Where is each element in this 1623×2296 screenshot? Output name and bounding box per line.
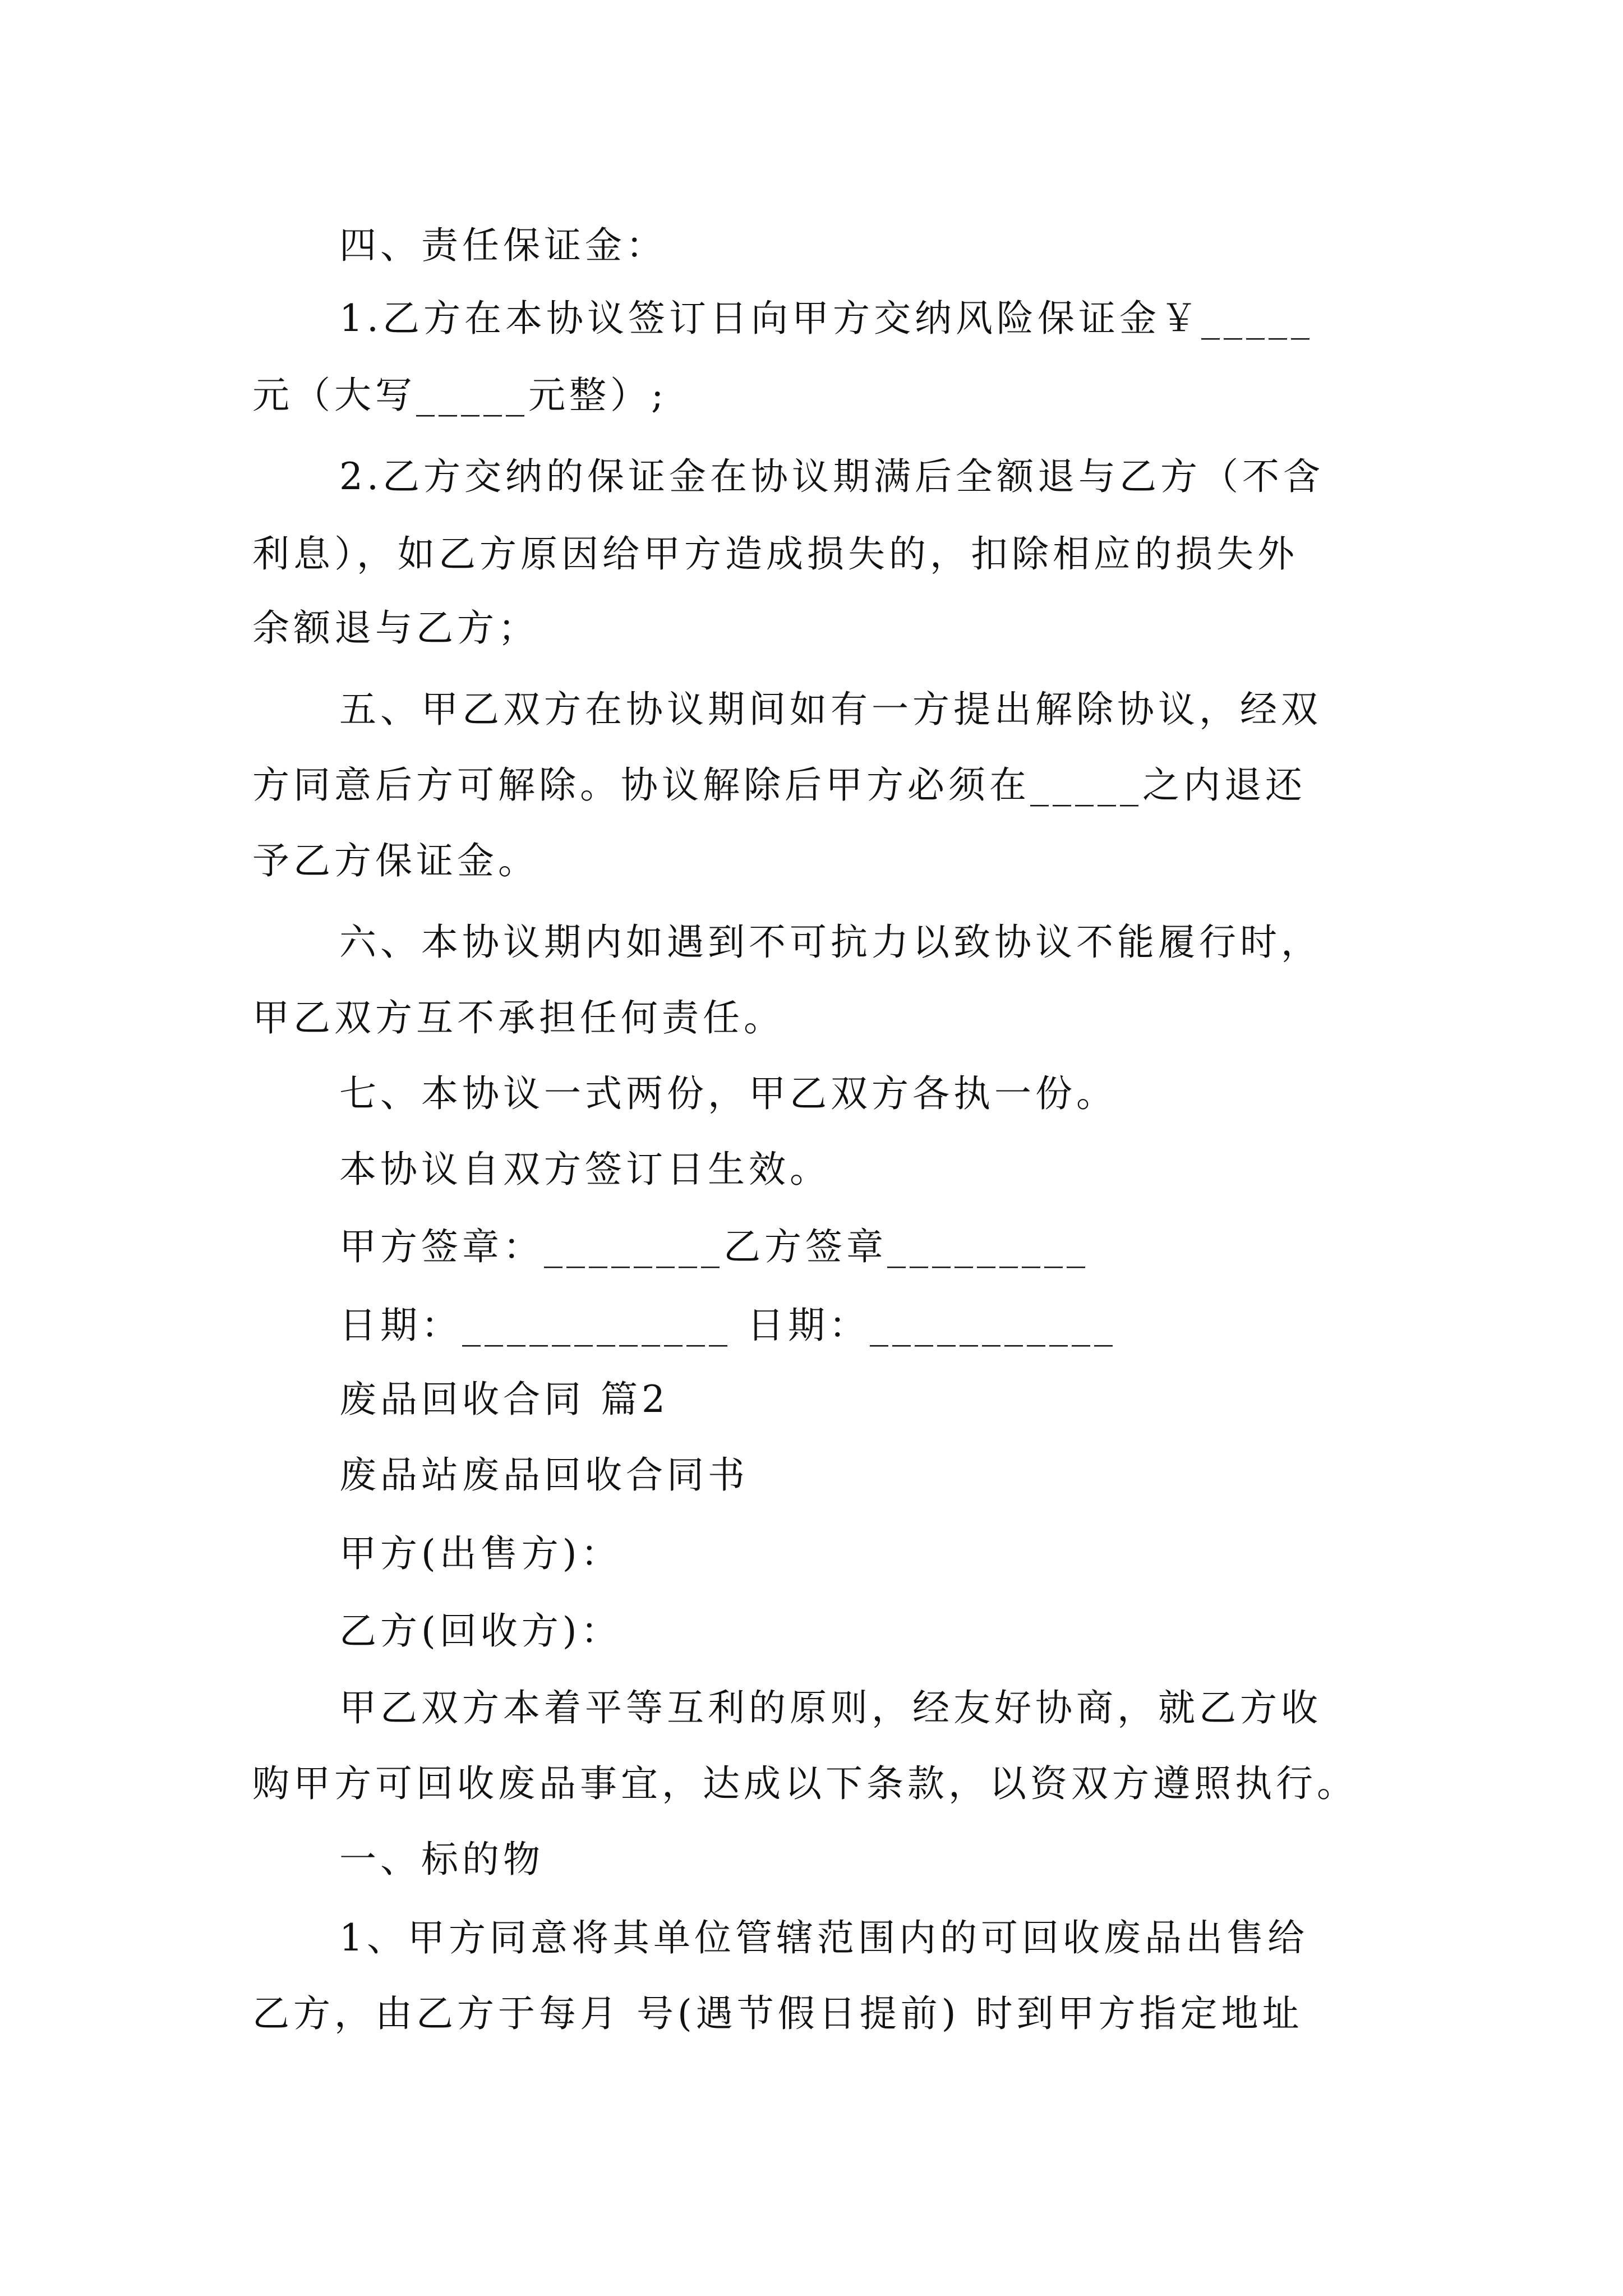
- paragraph-line: 甲乙双方互不承担任何责任。: [252, 996, 785, 1039]
- section-heading-deposit: 四、责任保证金：: [339, 224, 667, 267]
- paragraph-line: 本协议自双方签订日生效。: [339, 1148, 831, 1191]
- paragraph-line: 1.乙方在本协议签订日向甲方交纳风险保证金￥_____: [339, 297, 1313, 340]
- paragraph-line: 六、本协议期内如遇到不可抗力以致协议不能履行时，: [339, 921, 1322, 964]
- paragraph-line: 乙方，由乙方于每月 号(遇节假日提前) 时到甲方指定地址: [252, 1992, 1303, 2035]
- paragraph-line: 利息），如乙方原因给甲方造成损失的，扣除相应的损失外: [252, 532, 1298, 576]
- paragraph-line: 1、甲方同意将其单位管辖范围内的可回收废品出售给: [339, 1916, 1308, 1959]
- signature-line: 甲方签章：________乙方签章_________: [339, 1225, 1089, 1268]
- paragraph-line: 方同意后方可解除。协议解除后甲方必须在_____之内退还: [252, 763, 1306, 807]
- paragraph-line: 予乙方保证金。: [252, 839, 539, 882]
- paragraph-line: 元（大写_____元整）;: [252, 374, 668, 417]
- paragraph-line: 余额退与乙方；: [252, 606, 539, 650]
- paragraph-line: 七、本协议一式两份，甲乙双方各执一份。: [339, 1072, 1117, 1115]
- paragraph-line: 五、甲乙双方在协议期间如有一方提出解除协议，经双: [339, 688, 1322, 731]
- paragraph-line: 甲乙双方本着平等互利的原则，经友好协商，就乙方收: [339, 1686, 1322, 1729]
- party-a-line: 甲方(出售方)：: [339, 1532, 622, 1575]
- party-b-line: 乙方(回收方)：: [339, 1609, 622, 1653]
- section-heading-subject: 一、标的物: [339, 1838, 544, 1881]
- date-line: 日期：____________ 日期：___________: [339, 1304, 1117, 1347]
- paragraph-line: 2.乙方交纳的保证金在协议期满后全额退与乙方（不含: [339, 455, 1324, 498]
- paragraph-line: 购甲方可回收废品事宜，达成以下条款，以资双方遵照执行。: [252, 1762, 1358, 1805]
- document-title: 废品站废品回收合同书: [339, 1453, 749, 1497]
- section-title: 废品回收合同 篇2: [339, 1378, 669, 1421]
